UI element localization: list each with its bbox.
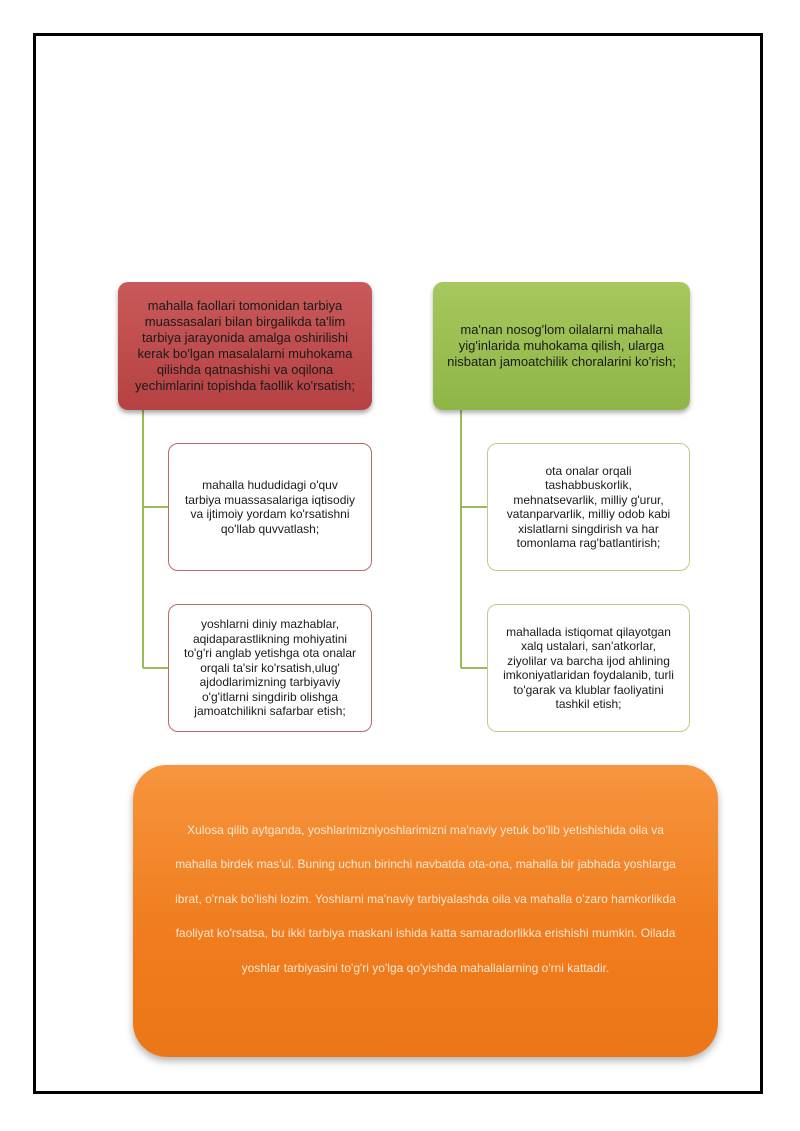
right-child-text-2: mahallada istiqomat qilayotgan xalq ustalari, san'atkorlar, ziyolilar va barcha ijod ahlining imkoniyatlaridan foydalanib, turli to'garak va klublar faoliyatini tashkil etish; [503, 624, 674, 711]
left-head-text: mahalla faollari tomonidan tarbiya muassasalari bilan birgalikda ta'lim tarbiya jarayonida amalga oshirilishi kerak bo'lgan masalalarni muhokama qilishda qatnashishi va oqilona yechimlarini topishda faollik ko'rsatish; [135, 298, 355, 393]
right-child-box-2 [487, 604, 690, 732]
right-child-box-1 [487, 443, 690, 571]
right-child-text-1: ota onalar orqali tashabbuskorlik, mehnatsevarlik, milliy g'urur, vatanparvarlik, milliy odob kabi xislatlarni singdirish va har tomonlama rag'batlantirish; [506, 463, 671, 550]
left-child-text-1: mahalla hududidagi o'quv tarbiya muassasalariga iqtisodiy va ijtimoiy yordam ko'rsatishni qo'llab quvvatlash; [184, 478, 356, 536]
left-child-text-2: yoshlarni diniy mazhablar, aqidaparastlikning mohiyatini to'g'ri anglab yetishga ota onalar orqali ta'sir ko'rsatish,ulug' ajdodlarimizning tarbiyaviy o'g'itlarni singdirib olishga jamoatchilikni safarbar etish; [183, 617, 357, 719]
conclusion-text: Xulosa qilib aytganda, yoshlarimizniyoshlarimizni ma'naviy yetuk bo'lib yetishishida oila va mahalla birdek mas'ul. Buning uchun birinchi navbatda ota-ona, mahalla bir jabhada yoshlarga ibrat, o'rnak bo'lishi lozim. Yoshlarni ma'naviy tarbiyalashda oila va mahalla o'zaro hamkorlikda faoliyat ko'rsatsa, bu ikki tarbiya maskani ishida katta samaradorlikka erishishi mumkin. Oilada yoshlar tarbiyasini to'g'ri yo'lga qo'yishda mahallalarning o'rni kattadir. [175, 822, 676, 975]
right-head-box [433, 282, 690, 410]
left-child-box-1 [168, 443, 372, 571]
conclusion-box [133, 765, 718, 1057]
left-head-box [118, 282, 372, 410]
right-head-text: ma'nan nosog'lom oilalarni mahalla yig'inlarida muhokama qilish, ularga nisbatan jamoatchilik choralarini ko'rish; [447, 322, 676, 369]
left-child-box-2 [168, 604, 372, 732]
